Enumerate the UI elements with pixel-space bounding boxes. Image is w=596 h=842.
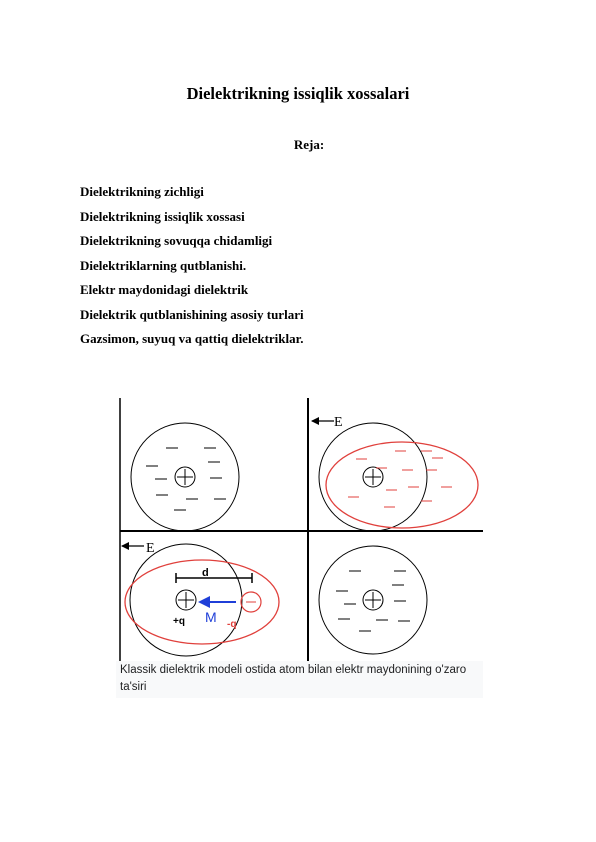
dipole-model-bottom-left [122, 541, 279, 656]
positive-charge-label: +q [173, 616, 185, 627]
plan-heading: Reja: [293, 137, 325, 152]
figure-caption: Klassik dielektrik modeli ostida atom bilan elektr maydonining o'zaro ta'siri [116, 661, 483, 698]
document-title: Dielektrikning issiqlik xossalari [186, 84, 410, 103]
plan-item: Gazsimon, suyuq va qattiq dielektriklar. [80, 331, 304, 346]
plan-list [80, 180, 304, 352]
dipole-moment-label: M [205, 609, 217, 625]
field-label-left: E [146, 541, 155, 556]
dielectric-figure [116, 398, 483, 698]
plan-item: Dielektriklarning qutblanishi. [80, 257, 247, 273]
neutral-atom-bottom-right [319, 546, 427, 654]
plan-item: Dielektrikning zichligi [80, 184, 204, 199]
plan-item: Dielektrik qutblanishining asosiy turlari [80, 306, 304, 322]
plan-item: Dielektrikning sovuqqa chidamligi [80, 233, 273, 248]
atom-field-diagram [116, 398, 483, 661]
neutral-atom-top-left [131, 423, 239, 531]
field-label-top: E [334, 415, 343, 430]
negative-charge-label: -q [227, 619, 237, 630]
plan-item: Elektr maydonidagi dielektrik [80, 282, 249, 297]
plan-item: Dielektrikning issiqlik xossasi [80, 208, 245, 224]
polarized-atom-top-right [312, 415, 478, 531]
distance-label: d [202, 567, 209, 579]
